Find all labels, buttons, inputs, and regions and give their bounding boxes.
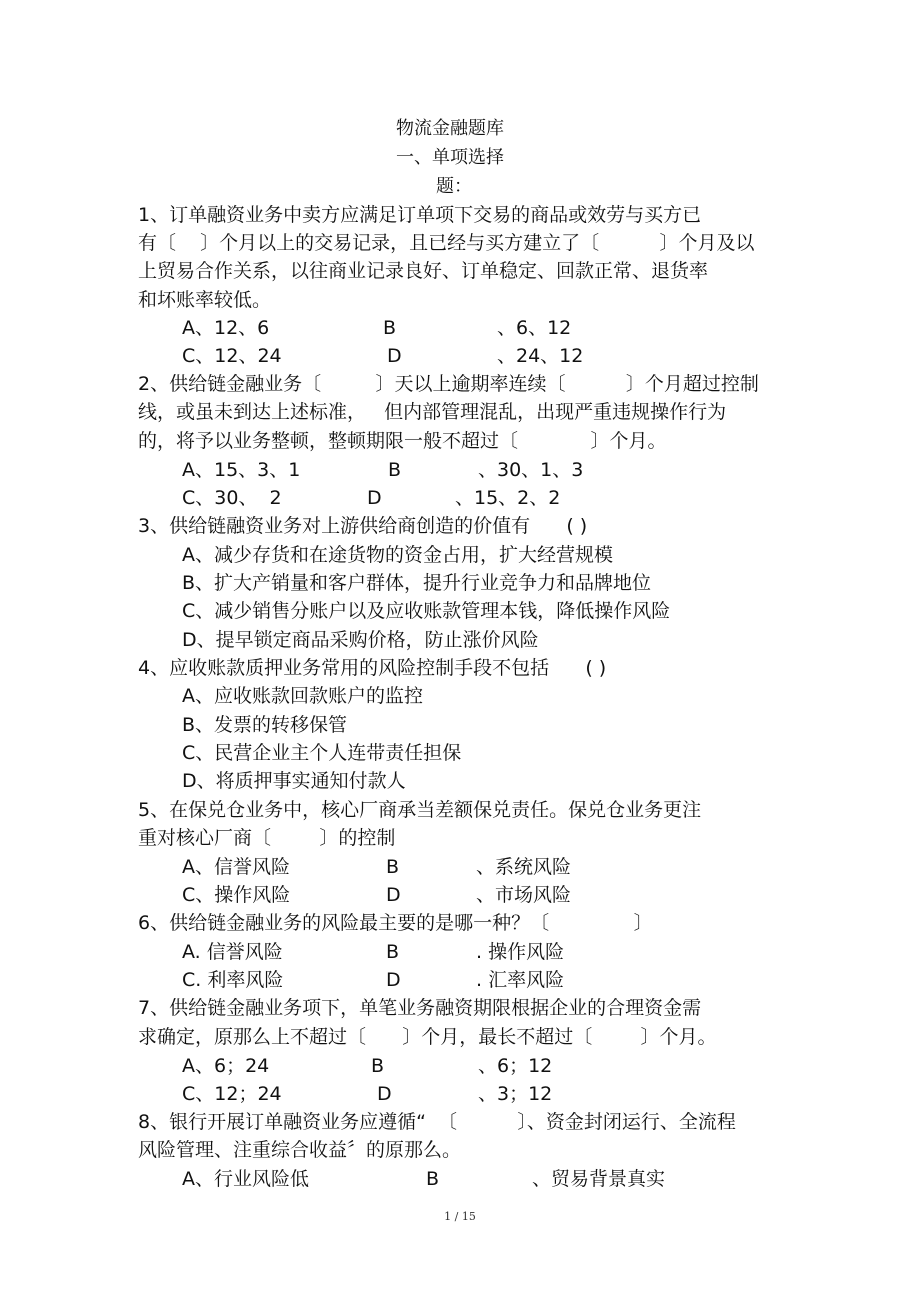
option-text: 、6、12 bbox=[497, 317, 572, 339]
section-heading-cont: 题： bbox=[436, 176, 472, 197]
question-text-line: 2、供给链金融业务〔 〕天以上逾期率连续〔 〕个月超过控制 bbox=[138, 373, 759, 395]
option-text: C、减少销售分账户以及应收账款管理本钱，降低操作风险 bbox=[182, 600, 671, 622]
option-letter: B bbox=[386, 941, 400, 963]
option-label: A、信誉风险 bbox=[182, 856, 290, 878]
question-text-line: 1、订单融资业务中卖方应满足订单项下交易的商品或效劳与买方已 bbox=[138, 204, 702, 226]
option-letter: B bbox=[386, 856, 400, 878]
question-text-line: 重对核心厂商〔 〕的控制 bbox=[138, 827, 396, 849]
option-text: B、扩大产销量和客户群体，提升行业竞争力和品牌地位 bbox=[182, 572, 652, 594]
option-letter: D bbox=[387, 345, 402, 367]
question-text-line: 风险管理、注重综合收益〞的原那么。 bbox=[138, 1139, 462, 1161]
option-text: 、系统风险 bbox=[476, 856, 572, 878]
question-text-line: 4、应收账款质押业务常用的风险控制手段不包括 ( ) bbox=[138, 657, 607, 679]
option-text: . 汇率风险 bbox=[476, 969, 565, 991]
option-text: C、民营企业主个人连带责任担保 bbox=[182, 742, 462, 764]
option-text: 、市场风险 bbox=[476, 884, 572, 906]
option-letter: D bbox=[367, 487, 382, 509]
question-text-line: 线，或虽未到达上述标准， 但内部管理混乱，出现严重违规操作行为 bbox=[138, 401, 727, 423]
option-text: D、将质押事实通知付款人 bbox=[182, 770, 406, 792]
question-text-line: 6、供给链金融业务的风险最主要的是哪一种？〔 〕 bbox=[138, 912, 653, 934]
option-text: 、6；12 bbox=[478, 1055, 553, 1077]
option-label: A、15、3、1 bbox=[182, 459, 301, 481]
option-text: 、15、2、2 bbox=[455, 487, 561, 509]
option-text: 、30、1、3 bbox=[478, 459, 584, 481]
option-text: A、应收账款回款账户的监控 bbox=[182, 685, 423, 707]
question-text-line: 和坏账率较低。 bbox=[138, 289, 272, 311]
option-label: A. 信誉风险 bbox=[182, 941, 283, 963]
option-text: . 操作风险 bbox=[476, 941, 565, 963]
option-label: C、30、 2 bbox=[182, 487, 282, 509]
question-text-line: 3、供给链融资业务对上游供给商创造的价值有 ( ) bbox=[138, 515, 588, 537]
question-text-line: 有〔 〕个月以上的交易记录，且已经与买方建立了〔 〕个月及以 bbox=[138, 232, 755, 254]
question-text-line: 上贸易合作关系，以往商业记录良好、订单稳定、回款正常、退货率 bbox=[138, 260, 709, 282]
option-label: A、6；24 bbox=[182, 1055, 270, 1077]
question-text-line: 求确定，原那么上不超过〔 〕个月，最长不超过〔 〕个月。 bbox=[138, 1026, 717, 1048]
question-text-line: 的，将予以业务整顿，整顿期限一般不超过〔 〕个月。 bbox=[138, 430, 667, 452]
option-letter: B bbox=[426, 1168, 440, 1190]
option-label: C、12；24 bbox=[182, 1083, 282, 1105]
option-text: A、减少存货和在途货物的资金占用，扩大经营规模 bbox=[182, 544, 613, 566]
option-letter: B bbox=[388, 459, 402, 481]
option-label: C. 利率风险 bbox=[182, 969, 284, 991]
question-text-line: 7、供给链金融业务项下，单笔业务融资期限根据企业的合理资金需 bbox=[138, 997, 702, 1019]
option-text: 、3；12 bbox=[478, 1083, 553, 1105]
option-letter: B bbox=[383, 317, 397, 339]
option-text: 、贸易背景真实 bbox=[532, 1168, 666, 1190]
option-letter: D bbox=[386, 884, 401, 906]
option-label: C、12、24 bbox=[182, 345, 282, 367]
option-text: 、24、12 bbox=[497, 345, 584, 367]
option-letter: D bbox=[377, 1083, 392, 1105]
option-letter: B bbox=[371, 1055, 385, 1077]
option-text: D、提早锁定商品采购价格，防止涨价风险 bbox=[182, 629, 539, 651]
document-title: 物流金融题库 bbox=[396, 118, 504, 139]
option-label: A、12、6 bbox=[182, 317, 270, 339]
question-text-line: 8、银行开展订单融资业务应遵循“ 〔 〕、资金封闭运行、全流程 bbox=[138, 1111, 736, 1133]
question-text-line: 5、在保兑仓业务中，核心厂商承当差额保兑责任。保兑仓业务更注 bbox=[138, 799, 702, 821]
option-text: B、发票的转移保管 bbox=[182, 714, 348, 736]
option-label: C、操作风险 bbox=[182, 884, 291, 906]
section-heading: 一、单项选择 bbox=[396, 147, 504, 168]
option-label: A、行业风险低 bbox=[182, 1168, 309, 1190]
page-number: 1 / 15 bbox=[444, 1210, 476, 1223]
option-letter: D bbox=[386, 969, 401, 991]
